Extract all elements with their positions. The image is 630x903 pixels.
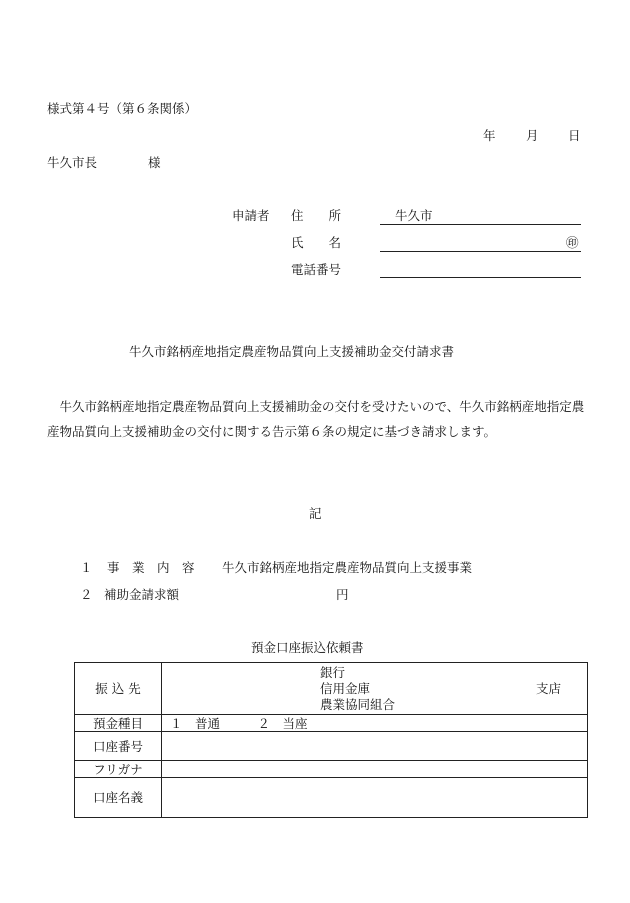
branch-label: 支店 — [535, 681, 561, 696]
institution-ja: 農業協同組合 — [320, 696, 396, 712]
account-name-row — [75, 778, 588, 818]
transfer-label: 振 込 先 — [75, 663, 162, 715]
account-name-label: 口座名義 — [75, 778, 162, 818]
deposit-type-row — [75, 715, 588, 732]
document-title: 牛久市銘柄産地指定農産物品質向上支援補助金交付請求書 — [129, 344, 455, 359]
deposit-type-options[interactable]: １ 普通 ２ 当座 — [162, 715, 588, 732]
applicant-label: 申請者 — [232, 208, 270, 223]
seal-mark: ㊞ — [566, 235, 579, 250]
bank-transfer-table — [74, 662, 588, 818]
institution-shinkin: 信用金庫 — [320, 680, 371, 696]
account-number-row — [75, 732, 588, 761]
body-text: 牛久市銘柄産地指定農産物品質向上支援補助金の交付を受けたいので、牛久市銘柄産地指定農産物品質向上支援補助金の交付に関する告示第６条の規定に基づき請求します。 — [47, 399, 585, 439]
furigana-field[interactable] — [162, 761, 588, 778]
addressee-honorific: 様 — [148, 155, 161, 170]
account-number-field[interactable] — [162, 732, 588, 761]
addressee-name: 牛久市長 — [47, 155, 98, 170]
address-underline — [380, 224, 581, 225]
ki-heading: 記 — [309, 506, 322, 521]
name-label: 氏 名 — [291, 235, 342, 250]
deposit-type-label: 預金種目 — [75, 715, 162, 732]
address-value: 牛久市 — [395, 208, 433, 223]
item-1-value: 牛久市銘柄産地指定農産物品質向上支援事業 — [222, 560, 473, 575]
form-number: 様式第４号（第６条関係） — [47, 101, 198, 116]
furigana-row — [75, 761, 588, 778]
phone-underline — [380, 277, 581, 278]
transfer-cell[interactable] — [162, 663, 588, 715]
bank-form-title: 預金口座振込依頼書 — [251, 640, 364, 655]
item-2-number: ２ — [80, 587, 93, 602]
name-underline — [380, 251, 581, 252]
item-2-label: 補助金請求額 — [104, 587, 180, 602]
date-month: 月 — [526, 128, 539, 143]
item-1-label: 事 業 内 容 — [107, 560, 195, 575]
date-day: 日 — [568, 128, 581, 143]
item-1-number: １ — [80, 560, 93, 575]
address-label: 住 所 — [291, 208, 342, 223]
transfer-row — [75, 663, 588, 715]
date-year: 年 — [483, 128, 496, 143]
account-name-field[interactable] — [162, 778, 588, 818]
item-2-unit: 円 — [336, 587, 349, 602]
phone-label: 電話番号 — [291, 262, 342, 277]
account-number-label: 口座番号 — [75, 732, 162, 761]
institution-bank: 銀行 — [320, 664, 346, 680]
furigana-label: フリガナ — [75, 761, 162, 778]
